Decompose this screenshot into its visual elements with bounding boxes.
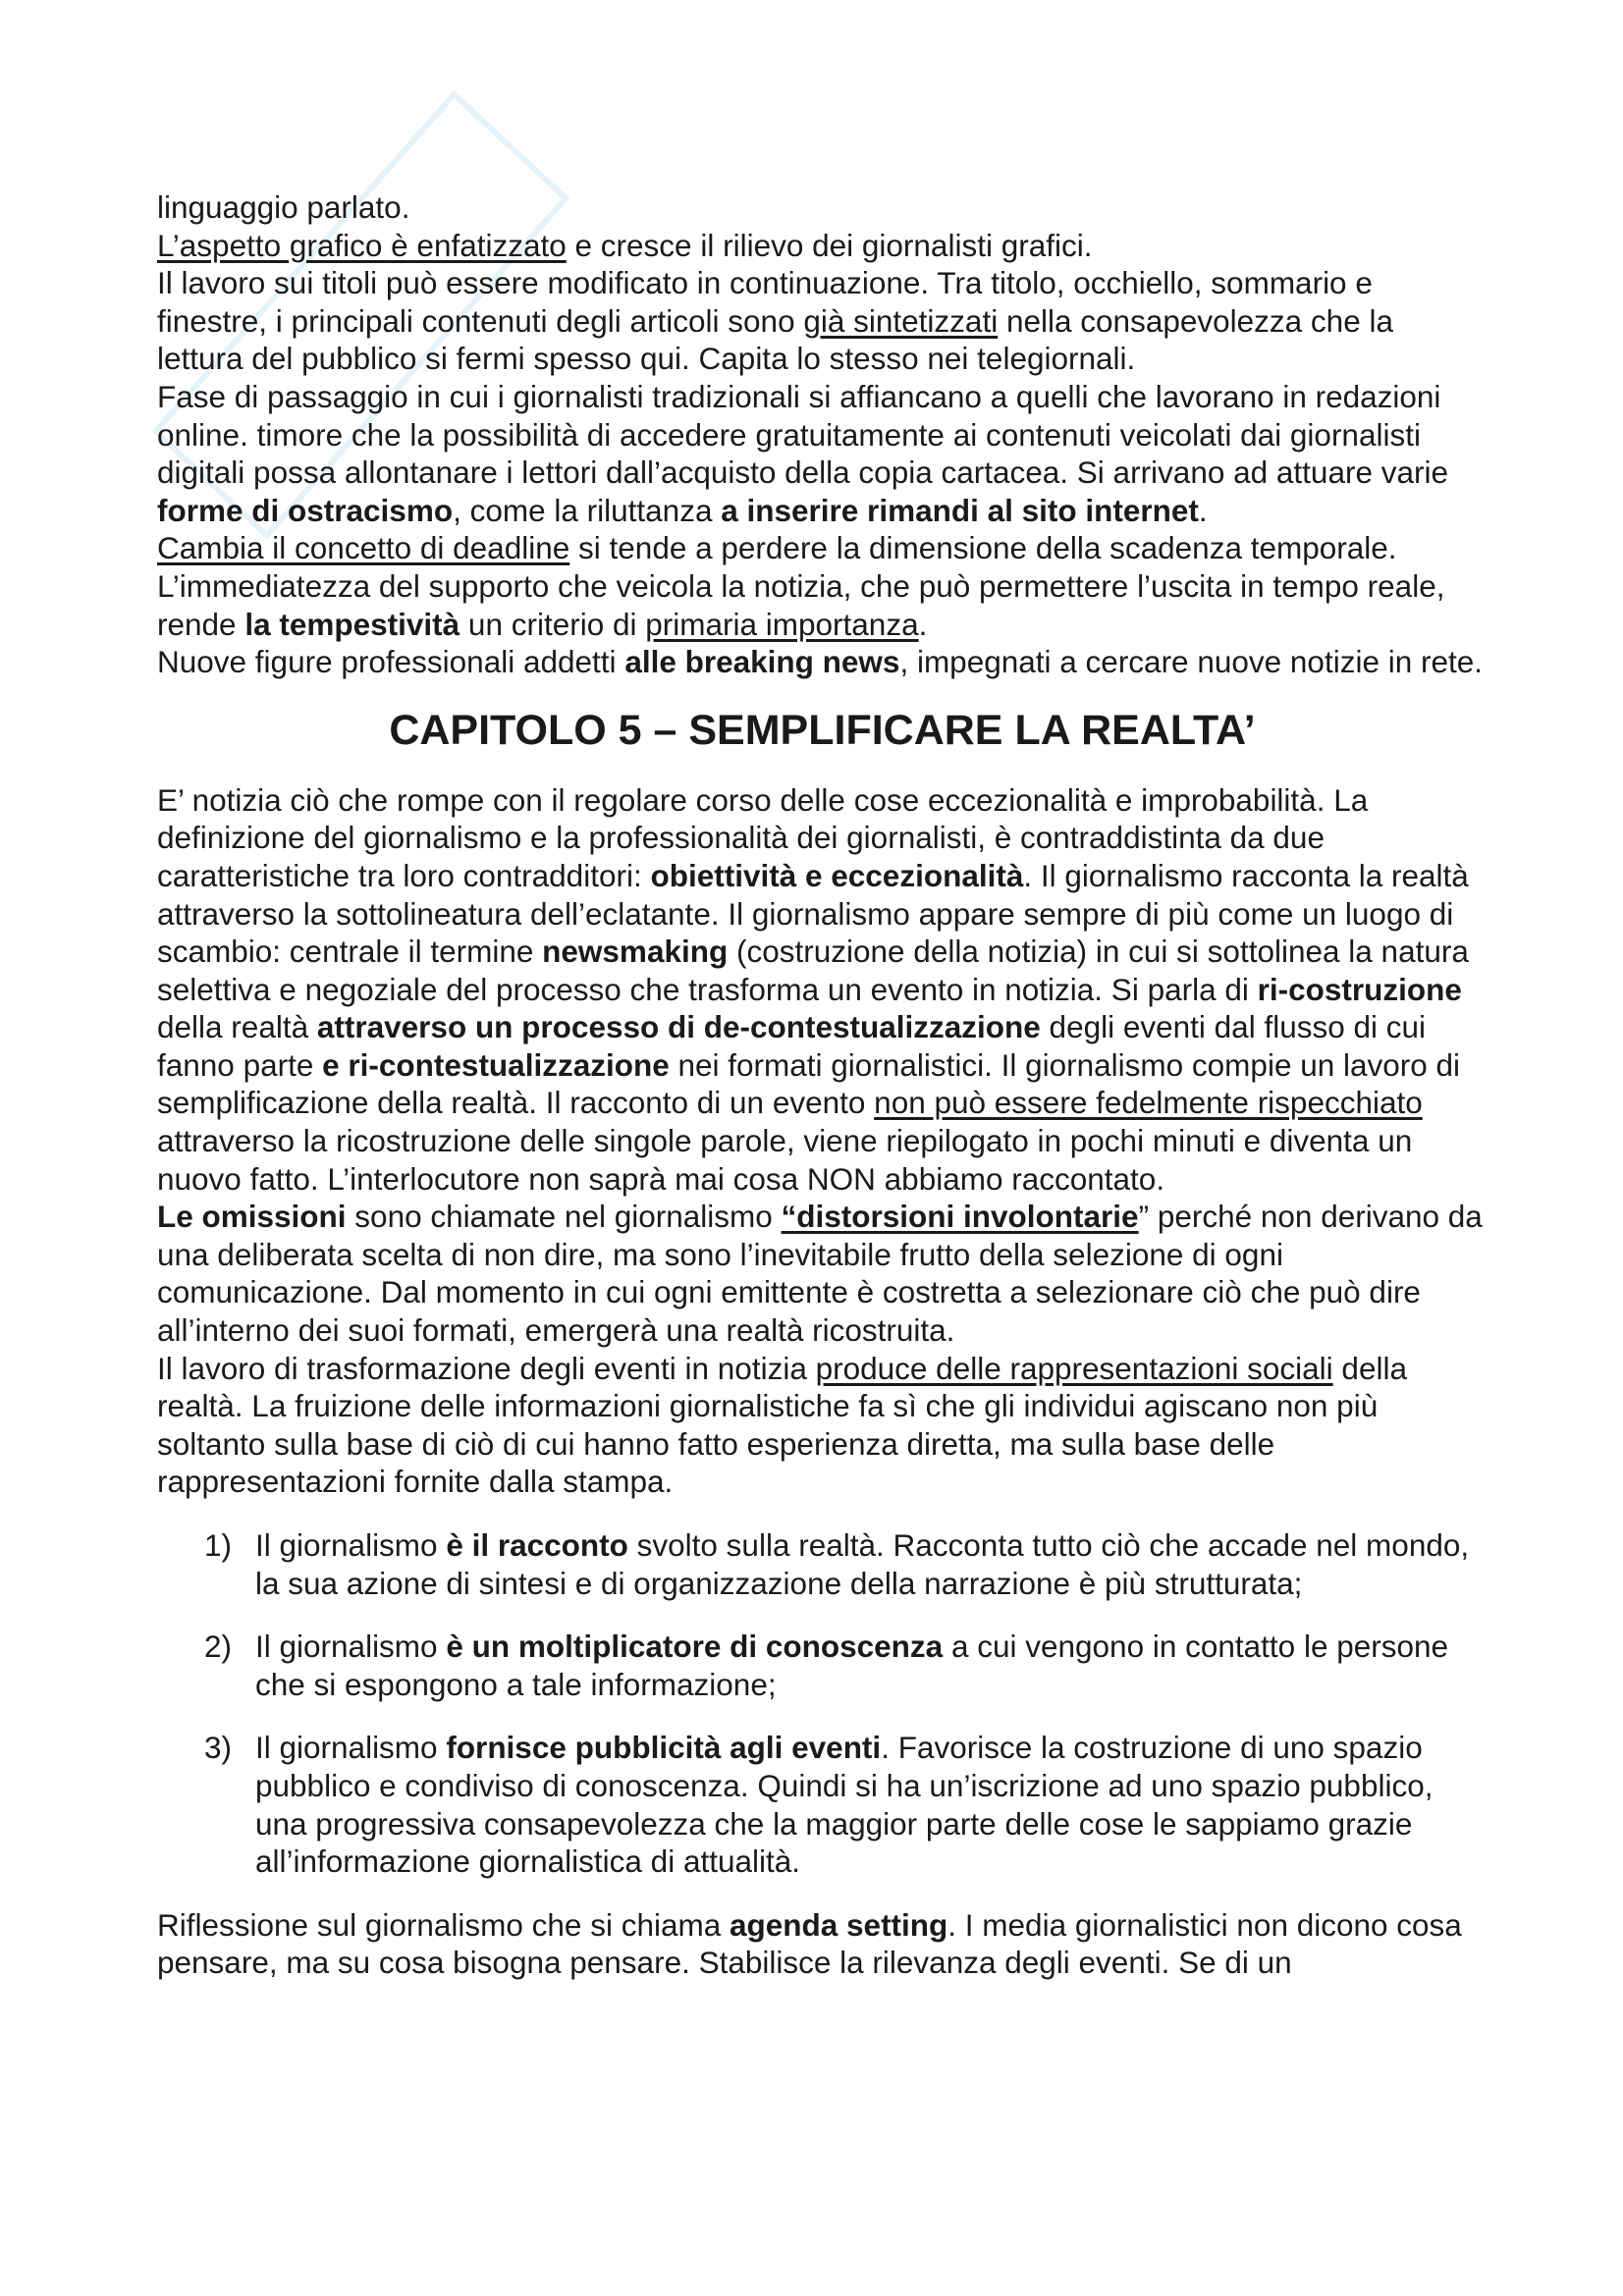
paragraph-transition: Fase di passaggio in cui i giornalisti tradizionali si affiancano a quelli che lavorano in redazioni online. timore che la possibilità di accedere gratuitamente ai contenuti veicolati dai giornalisti digitali possa allontanare i lettori dall’acquisto della copia cartacea. Si arrivano ad attuare varie forme di ostracismo, come la riluttanza a inserire rimandi al sito internet. (157, 378, 1449, 528)
paragraph-titles: Il lavoro sui titoli può essere modificato in continuazione. Tra titolo, occhiello, sommario e finestre, i principali contenuti degli articoli sono già sintetizzati nella consapevolezza che la lettura del pubblico si fermi spesso qui. Capita lo stesso nei telegiornali. (157, 265, 1393, 377)
paragraph-graphic-aspect: L’aspetto grafico è enfatizzato e cresce il rilievo dei giornalisti grafici. (157, 227, 1093, 263)
list-item: 1) Il giornalismo è il racconto svolto sulla realtà. Racconta tutto ciò che accade nel mondo, la sua azione di sintesi e di organizzazione della narrazione è più strutturata; (204, 1527, 1470, 1601)
paragraph-social-representations: Il lavoro di trasformazione degli eventi in notizia produce delle rappresentazioni sociali della realtà. La fruizione delle informazioni giornalistiche fa sì che gli individui agiscano non più soltanto sulla base di ciò di cui hanno fatto esperienza diretta, ma sulla base delle rappresentazioni fornite dalla stampa. (157, 1350, 1407, 1500)
list-item: 3) Il giornalismo fornisce pubblicità agli eventi. Favorisce la costruzione di uno spazio pubblico e condiviso di conoscenza. Quindi si ha un’iscrizione ad uno spazio pubblico, una progressiva consapevolezza che la maggior parte delle cose le sappiamo grazie all’informazione giornalistica di attualità. (204, 1730, 1434, 1880)
paragraph-spoken-language: linguaggio parlato. (157, 189, 410, 225)
paragraph-agenda-setting: Riflessione sul giornalismo che si chiama agenda setting. I media giornalistici non dicono cosa pensare, ma su cosa bisogna pensare. Stabilisce la rilevanza degli eventi. Se di un (157, 1906, 1462, 1981)
paragraph-news-definition: E’ notizia ciò che rompe con il regolare corso delle cose eccezionalità e improbabilità. La definizione del giornalismo e la professionalità dei giornalisti, è contraddistinta da due caratteristiche tra loro contradditori: obiettività e eccezionalità. Il giornalismo racconta la realtà attraverso la sottolineatura dell’eclatante. Il giornalismo appare sempre di più come un luogo di scambio: centrale il termine newsmaking (costruzione della notizia) in cui si sottolinea la natura selettiva e negoziale del processo che trasforma un evento in notizia. Si parla di ri-costruzione della realtà attraverso un processo di de-contestualizzazione degli eventi dal flusso di cui fanno parte e ri-contestualizzazione nei formati giornalistici. Il giornalismo compie un lavoro di semplificazione della realtà. Il racconto di un evento non può essere fedelmente rispecchiato attraverso la ricostruzione delle singole parole, viene riepilogato in pochi minuti e diventa un nuovo fatto. L’interlocutore non saprà mai cosa NON abbiamo raccontato. (157, 781, 1469, 1197)
numbered-list (157, 1526, 1488, 1881)
document-page (157, 188, 1488, 1982)
paragraph-omissions: Le omissioni sono chiamate nel giornalismo “distorsioni involontarie” perché non derivano da una deliberata scelta di non dire, ma sono l’inevitabile frutto della selezione di ogni comunicazione. Dal momento in cui ogni emittente è costretta a selezionare ciò che può dire all’interno dei suoi formati, emergerà una realtà ricostruita. (157, 1199, 1483, 1349)
arrow-icon (569, 530, 578, 565)
paragraph-new-figures: Nuove figure professionali addetti alle breaking news, impegnati a cercare nuove notizie in rete. (157, 644, 1484, 680)
list-item: 2) Il giornalismo è un moltiplicatore di conoscenza a cui vengono in contatto le persone che si espongono a tale informazione; (204, 1629, 1449, 1702)
chapter-title: CAPITOLO 5 – SEMPLIFICARE LA REALTA’ (389, 706, 1256, 754)
paragraph-deadline: Cambia il concetto di deadline si tende a perdere la dimensione della scadenza temporale. L’immediatezza del supporto che veicola la notizia, che può permettere l’uscita in tempo reale, rende la tempestività un criterio di primaria importanza. (157, 530, 1445, 642)
